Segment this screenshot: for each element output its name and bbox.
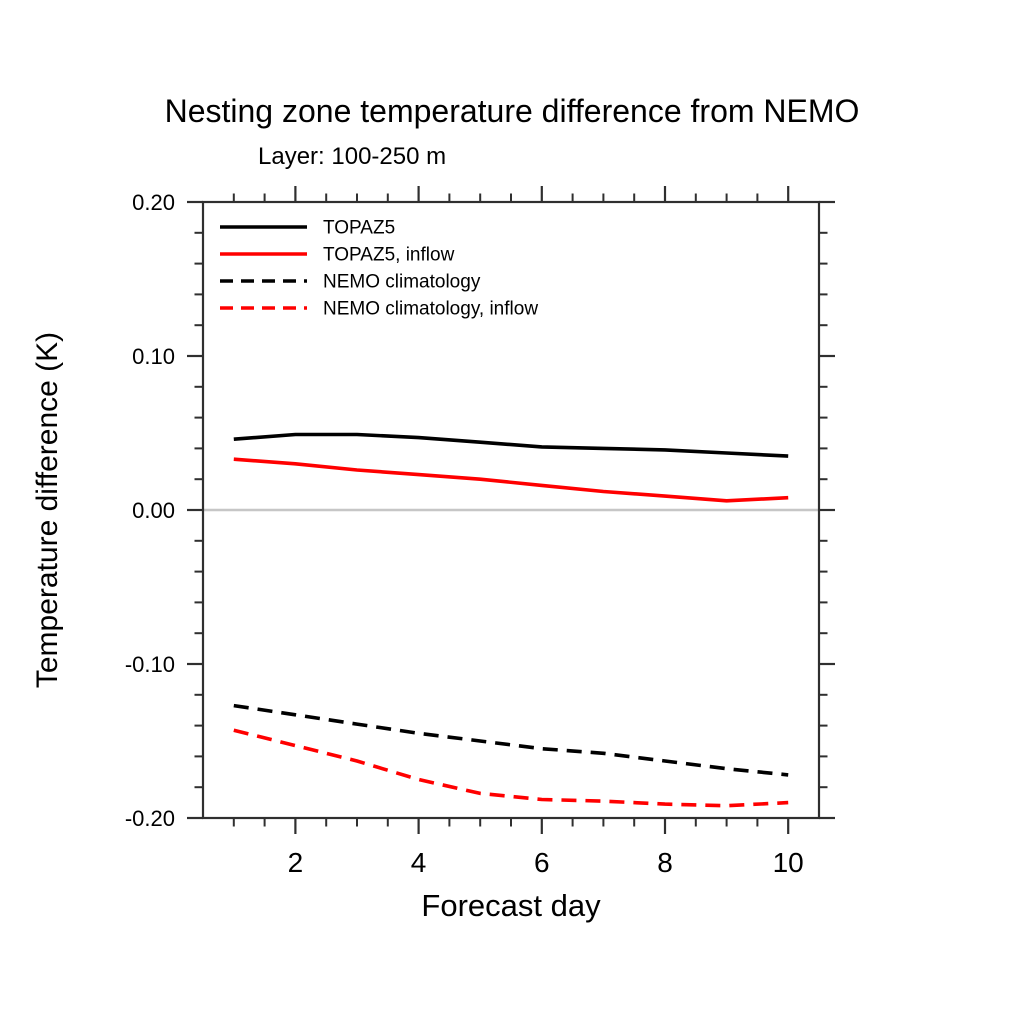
series-line-0-topaz5 [234,435,788,457]
series-line-2-nemo-climatology [234,706,788,775]
legend-label: TOPAZ5, inflow [323,244,455,266]
plot-generated-layer [125,186,835,878]
y-tick-label: -0.20 [124,806,175,831]
x-axis-title: Forecast day [421,888,601,923]
y-tick-label: -0.10 [124,652,175,677]
x-tick-label: 8 [657,847,673,878]
legend-label: NEMO climatology, inflow [323,298,539,320]
y-tick-label: 0.00 [132,498,175,523]
legend-label: NEMO climatology [323,271,481,293]
y-axis-title: Temperature difference (K) [31,331,64,689]
x-tick-label: 6 [534,847,550,878]
y-tick-label: 0.10 [132,344,175,369]
x-tick-label: 4 [410,847,427,878]
y-tick-label: 0.20 [132,190,175,215]
series-line-1-topaz5-inflow [234,459,788,501]
chart-title: Nesting zone temperature difference from NEMO [164,93,860,129]
chart-subtitle: Layer: 100-250 m [258,143,447,170]
series-line-3-nemo-climatology-inflow [234,730,788,806]
x-tick-label: 2 [287,847,304,878]
legend-label: TOPAZ5 [323,217,396,239]
x-tick-label: 10 [772,847,804,878]
